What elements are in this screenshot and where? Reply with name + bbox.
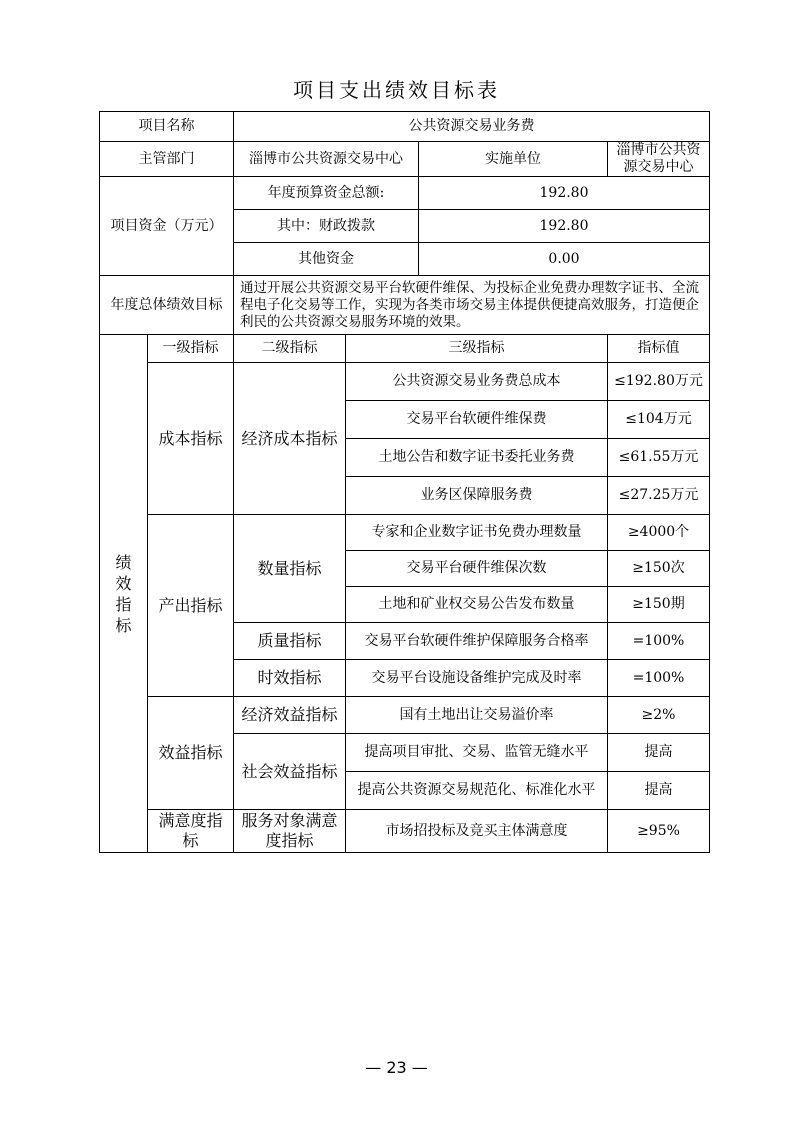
project-name-value: 公共资源交易业务费 xyxy=(234,112,710,142)
funds-fiscal-value: 192.80 xyxy=(419,210,710,243)
cost-item-name: 公共资源交易业务费总成本 xyxy=(346,363,608,401)
output-quantity-level2: 数量指标 xyxy=(234,515,346,623)
funds-fiscal-label: 其中：财政拨款 xyxy=(234,210,419,243)
satisfaction-level2: 服务对象满意度指标 xyxy=(234,810,346,853)
cost-item-name: 土地公告和数字证书委托业务费 xyxy=(346,439,608,477)
output-item-value: =100% xyxy=(608,660,710,697)
project-name-label: 项目名称 xyxy=(100,112,234,142)
cost-item-value: ≤61.55万元 xyxy=(608,439,710,477)
output-item-value: ≥150次 xyxy=(608,551,710,587)
goal-text: 通过开展公共资源交易平台软硬件维保、为投标企业免费办理数字证书、全流程电子化交易等工作，实现为各类市场交易主体提供便捷高效服务，打造便企利民的公共资源交易服务环境的效果。 xyxy=(234,276,710,335)
goal-row xyxy=(100,276,710,335)
benefit-item-name: 国有土地出让交易溢价率 xyxy=(346,697,608,734)
funds-label: 项目资金（万元） xyxy=(100,177,234,276)
goal-label: 年度总体绩效目标 xyxy=(100,276,234,335)
funds-total-value: 192.80 xyxy=(419,177,710,210)
dept-label: 主管部门 xyxy=(100,142,234,177)
cost-item-name: 交易平台软硬件维保费 xyxy=(346,401,608,439)
output-timeliness-level2: 时效指标 xyxy=(234,660,346,697)
funds-total-label: 年度预算资金总额: xyxy=(234,177,419,210)
benefit-item-value: 提高 xyxy=(608,772,710,810)
page-number: — 23 — xyxy=(365,1058,428,1077)
funds-other-value: 0.00 xyxy=(419,243,710,276)
funds-other-label: 其他资金 xyxy=(234,243,419,276)
satisfaction-level1: 满意度指标 xyxy=(148,810,234,853)
output-level1: 产出指标 xyxy=(148,515,234,697)
cost-level2: 经济成本指标 xyxy=(234,363,346,515)
performance-table xyxy=(99,111,710,853)
indicator-section-label: 绩效指标 xyxy=(100,335,148,853)
benefit-item-value: ≥2% xyxy=(608,697,710,734)
benefit-social-level2: 社会效益指标 xyxy=(234,734,346,810)
header-value: 指标值 xyxy=(608,335,710,363)
project-name-row xyxy=(100,112,710,142)
header-level2: 二级指标 xyxy=(234,335,346,363)
department-row xyxy=(100,142,710,177)
benefit-economic-level2: 经济效益指标 xyxy=(234,697,346,734)
table-row xyxy=(100,515,710,551)
funds-row-total xyxy=(100,177,710,210)
output-quality-level2: 质量指标 xyxy=(234,623,346,660)
output-item-name: 交易平台设施设备维护完成及时率 xyxy=(346,660,608,697)
output-item-value: ≥4000个 xyxy=(608,515,710,551)
output-item-name: 交易平台硬件维保次数 xyxy=(346,551,608,587)
dept-value: 淄博市公共资源交易中心 xyxy=(234,142,419,177)
benefit-item-name: 提高项目审批、交易、监管无缝水平 xyxy=(346,734,608,772)
output-item-name: 专家和企业数字证书免费办理数量 xyxy=(346,515,608,551)
unit-value: 淄博市公共资源交易中心 xyxy=(608,142,710,177)
benefit-item-value: 提高 xyxy=(608,734,710,772)
satisfaction-item-name: 市场招投标及竞买主体满意度 xyxy=(346,810,608,853)
cost-level1: 成本指标 xyxy=(148,363,234,515)
benefit-item-name: 提高公共资源交易规范化、标准化水平 xyxy=(346,772,608,810)
output-item-name: 交易平台软硬件维护保障服务合格率 xyxy=(346,623,608,660)
header-level1: 一级指标 xyxy=(148,335,234,363)
header-level3: 三级指标 xyxy=(346,335,608,363)
output-item-value: =100% xyxy=(608,623,710,660)
cost-item-value: ≤104万元 xyxy=(608,401,710,439)
indicator-header-row xyxy=(100,335,710,363)
table-row xyxy=(100,810,710,853)
cost-item-value: ≤27.25万元 xyxy=(608,477,710,515)
benefit-level1: 效益指标 xyxy=(148,697,234,810)
cost-item-name: 业务区保障服务费 xyxy=(346,477,608,515)
satisfaction-item-value: ≥95% xyxy=(608,810,710,853)
cost-item-value: ≤192.80万元 xyxy=(608,363,710,401)
output-item-value: ≥150期 xyxy=(608,587,710,623)
page-title: 项目支出绩效目标表 xyxy=(293,78,500,102)
unit-label: 实施单位 xyxy=(419,142,608,177)
output-item-name: 土地和矿业权交易公告发布数量 xyxy=(346,587,608,623)
table-row xyxy=(100,363,710,401)
table-row xyxy=(100,697,710,734)
